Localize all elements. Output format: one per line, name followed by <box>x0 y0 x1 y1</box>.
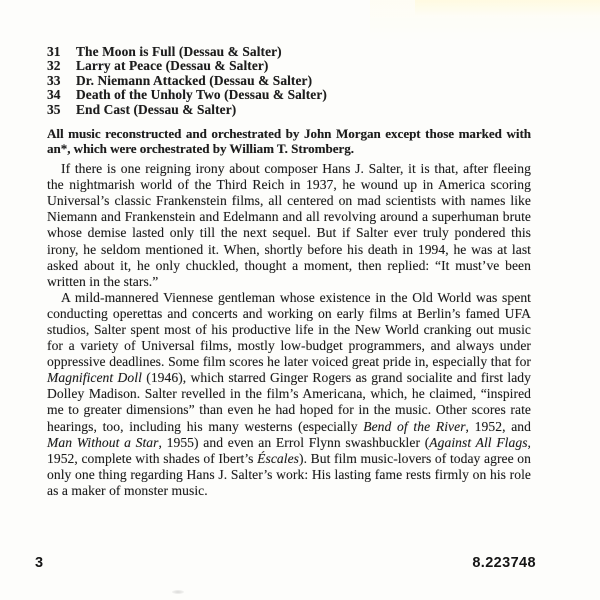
track-number: 31 <box>47 44 61 59</box>
film-title-against-all-flags: Against All Flags <box>429 434 528 450</box>
track-number: 32 <box>47 58 61 74</box>
film-title-magnificent-doll: Magnificent Doll <box>47 370 142 386</box>
paragraph-text: , 1952, complete with shades of Ibert’s <box>47 434 531 466</box>
track-number: 34 <box>47 87 61 103</box>
track-row <box>47 103 531 117</box>
track-title: End Cast (Dessau & Salter) <box>76 101 237 117</box>
catalog-number: 8.223748 <box>472 555 536 571</box>
scan-smudge <box>172 590 184 594</box>
paragraph-text: (1946), which starred Ginger Rogers as grand socialite and first lady Dolley Madison. Salter revelled in the film’s Americana, which, he claimed, “inspired me to greater dimensions” than even he had hoped for in the music. Other scores rate hearings, too, including his many westerns (especially <box>47 370 531 434</box>
track-title: Dr. Niemann Attacked (Dessau & Salter) <box>76 72 313 88</box>
track-number: 35 <box>47 101 61 117</box>
body-paragraph-salter-career <box>47 290 531 499</box>
track-list <box>47 45 531 117</box>
track-row <box>47 45 531 59</box>
paragraph-text: , 1952, and <box>465 418 531 434</box>
track-number: 33 <box>47 72 61 88</box>
track-title: Death of the Unholy Two (Dessau & Salter) <box>76 87 327 103</box>
scan-edge-tint-soft <box>370 0 600 42</box>
body-paragraph-salter-irony <box>47 161 531 290</box>
track-title: Larry at Peace (Dessau & Salter) <box>76 58 269 74</box>
track-row <box>47 59 531 73</box>
film-title-bend-of-the-river: Bend of the River <box>363 418 466 434</box>
paragraph-text: A mild-mannered Viennese gentleman whose existence in the Old World was spent conducting operettas and concerts and working on early films at Berlin’s famed UFA studios, Salter spent most of his productive life in the New World cranking out music for a variety of Universal films, mostly low-budget programmers, and always under oppressive deadlines. Some film scores he later voiced great pride in, especially that for <box>47 289 531 370</box>
page-footer <box>35 555 536 571</box>
scan-edge-tint <box>415 0 600 16</box>
page-number: 3 <box>35 555 44 571</box>
track-row <box>47 74 531 88</box>
work-title-escales: Éscales <box>257 450 299 466</box>
paragraph-text: If there is one reigning irony about composer Hans J. Salter, it is that, after fleeing the nightmarish world of the Third Reich in 1937, he wound up in America scoring Universal’s classic Frankenstein films, all centered on mad scientists with names like Niemann and Frankenstein and Edelmann and all revolving around a superhuman brute whose demise lasted only till the next sequel. But if Salter ever truly pondered this irony, he seldom mentioned it. When, shortly before his death in 1994, he was at last asked about it, he only chuckled, thought a moment, then replied: “It must’ve been written in the stars.” <box>47 161 531 289</box>
track-row <box>47 88 531 102</box>
paragraph-text: ). But film music-lovers of today agree on only one thing regarding Hans J. Salter’s work: His lasting fame rests firmly on his role as a maker of monster music. <box>47 450 531 498</box>
track-title: The Moon is Full (Dessau & Salter) <box>76 44 282 59</box>
paragraph-text: , 1955) and even an Errol Flynn swashbuckler ( <box>158 434 430 450</box>
film-title-man-without-a-star: Man Without a Star <box>47 434 159 450</box>
credit-note: All music reconstructed and orchestrated by John Morgan except those marked with an*, which were orchestrated by William T. Stromberg. <box>47 126 531 157</box>
